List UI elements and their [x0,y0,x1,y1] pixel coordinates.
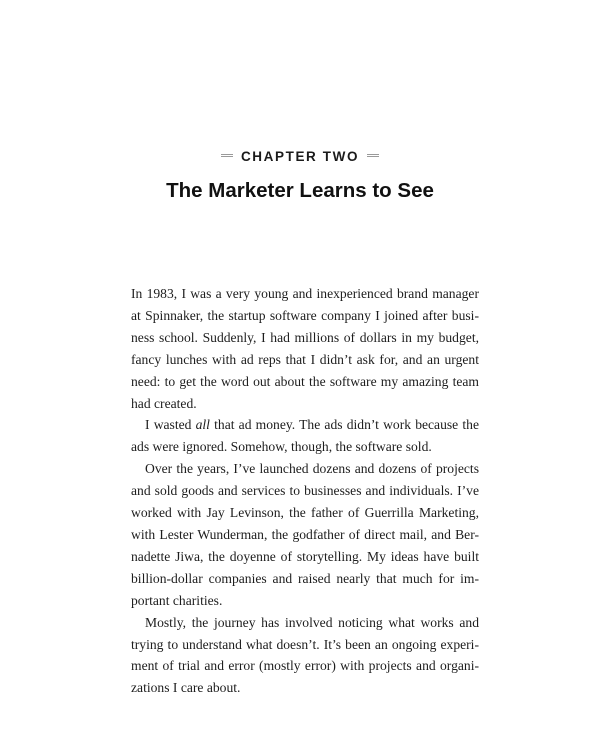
right-ornament-icon [367,153,379,158]
text-run: that ad money. The ads didn’t work because the [209,417,479,433]
text-line: Mostly, the journey has involved noticing what works and [145,614,479,630]
emphasis-text: all [195,417,210,433]
chapter-number: CHAPTER TWO [240,149,360,164]
paragraph-1 [131,283,479,414]
text-line: with Lester Wunderman, the godfather of direct mail, and Ber- [131,526,479,542]
text-line: zations I care about. [131,680,241,696]
text-line: fancy lunches with ad reps that I didn’t ask for, and an urgent [131,351,479,367]
text-line: billion-dollar companies and raised nearly that much for im- [131,570,479,586]
text-line: had created. [131,395,197,411]
text-line: trying to understand what doesn’t. It’s been an ongoing experi- [131,636,479,652]
text-line [131,414,479,436]
left-ornament-icon [221,153,233,158]
text-line: and sold goods and services to businesses and individuals. I’ve [131,483,479,499]
text-line: need: to get the word out about the software my amazing team [131,373,479,389]
text-line: ment of trial and error (mostly error) with projects and organi- [131,658,479,674]
text-line: at Spinnaker, the startup software company I joined after busi- [131,307,479,323]
chapter-body [131,283,479,699]
text-line: portant charities. [131,592,223,608]
chapter-label [0,149,600,164]
text-line: nadette Jiwa, the doyenne of storytelling. My ideas have built [131,548,479,564]
paragraph-3 [131,458,479,611]
chapter-title: The Marketer Learns to See [166,179,434,202]
text-line: ness school. Suddenly, I had millions of dollars in my budget, [131,329,479,345]
paragraph-2 [131,414,479,458]
paragraph-4 [131,612,479,700]
text-run: I wasted [145,417,196,433]
text-line: ads were ignored. Somehow, though, the software sold. [131,439,432,455]
text-line: worked with Jay Levinson, the father of Guerrilla Marketing, [131,505,479,521]
text-line: In 1983, I was a very young and inexperienced brand manager [131,286,479,301]
text-line: Over the years, I’ve launched dozens and dozens of projects [145,461,479,477]
